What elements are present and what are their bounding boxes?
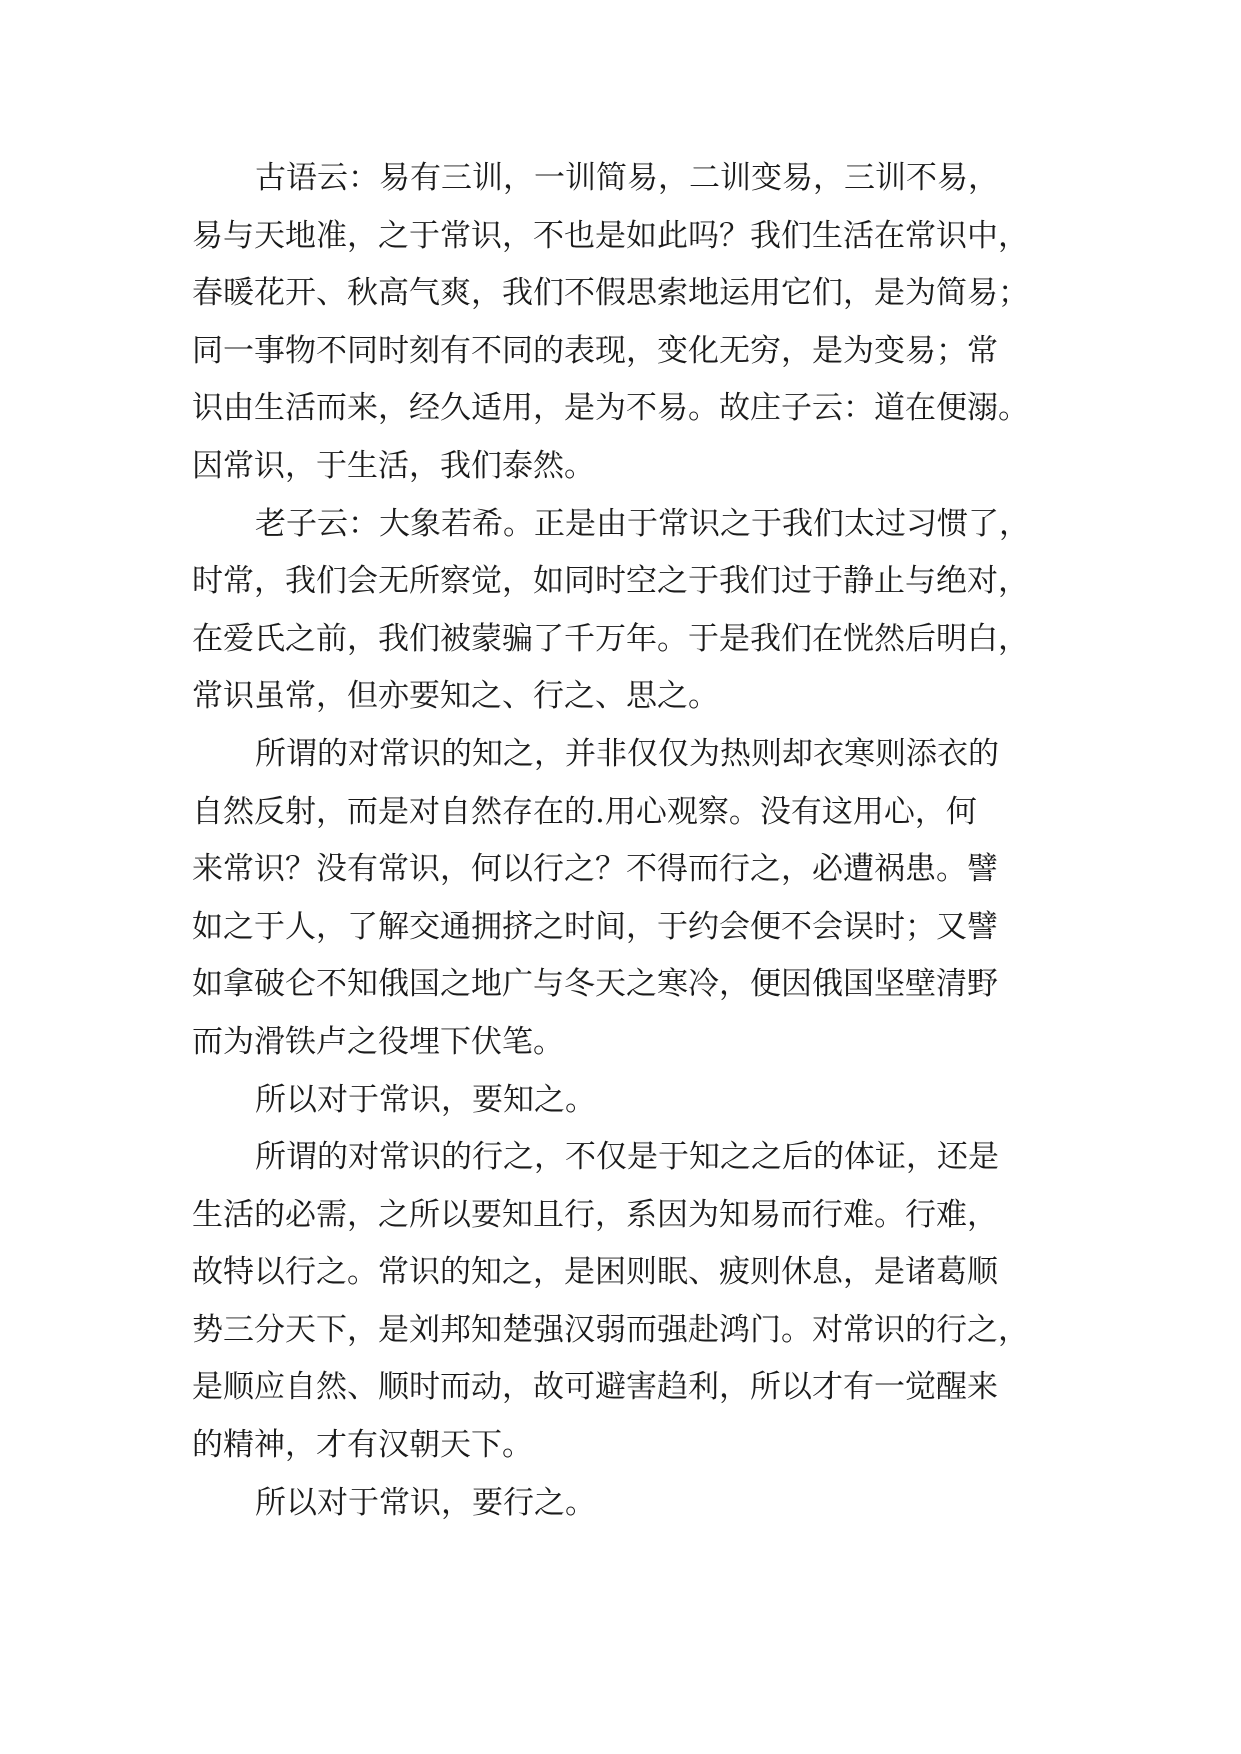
text-line: 老子云：大象若希。正是由于常识之于我们太过习惯了，	[255, 505, 1030, 542]
text-line: 如拿破仑不知俄国之地广与冬天之寒冷，便因俄国坚壁清野	[192, 966, 998, 1003]
text-line: 时常，我们会无所察觉，如同时空之于我们过于静止与绝对，	[192, 563, 1029, 600]
text-line: 常识虽常，但亦要知之、行之、思之。	[192, 678, 719, 715]
essay-body	[192, 150, 1092, 1532]
text-line: 势三分天下，是刘邦知楚强汉弱而强赴鸿门。对常识的行之，	[192, 1311, 1029, 1348]
text-line: 而为滑铁卢之役埋下伏笔。	[192, 1023, 564, 1060]
text-line: 易与天地准，之于常识，不也是如此吗？我们生活在常识中，	[192, 217, 1029, 254]
text-line: 来常识？没有常识，何以行之？不得而行之，必遭祸患。譬	[192, 851, 998, 888]
text-line: 春暖花开、秋高气爽，我们不假思索地运用它们，是为简易；	[192, 275, 1029, 312]
text-line: 因常识，于生活，我们泰然。	[192, 447, 595, 484]
text-line: 所谓的对常识的行之，不仅是于知之之后的体证，还是	[255, 1139, 999, 1176]
text-line: 故特以行之。常识的知之，是困则眠、疲则休息，是诸葛顺	[192, 1254, 998, 1291]
text-line: 自然反射，而是对自然存在的.用心观察。没有这用心，何	[192, 793, 977, 830]
text-line: 所谓的对常识的知之，并非仅仅为热则却衣寒则添衣的	[255, 735, 999, 772]
text-line: 是顺应自然、顺时而动，故可避害趋利，所以才有一觉醒来	[192, 1369, 998, 1406]
text-line: 古语云：易有三训，一训简易，二训变易，三训不易，	[255, 160, 999, 196]
text-line: 同一事物不同时刻有不同的表现，变化无穷，是为变易；常	[192, 332, 998, 369]
text-line: 生活的必需，之所以要知且行，系因为知易而行难。行难，	[192, 1196, 998, 1233]
text-line: 在爱氏之前，我们被蒙骗了千万年。于是我们在恍然后明白，	[192, 620, 1029, 657]
text-line: 如之于人，了解交通拥挤之时间，于约会便不会误时；又譬	[192, 908, 998, 945]
text-line: 所以对于常识，要知之。	[255, 1081, 596, 1118]
text-line: 所以对于常识，要行之。	[255, 1484, 596, 1521]
text-line: 识由生活而来，经久适用，是为不易。故庄子云：道在便溺。	[192, 390, 1029, 427]
text-line: 的精神，才有汉朝天下。	[192, 1427, 533, 1464]
